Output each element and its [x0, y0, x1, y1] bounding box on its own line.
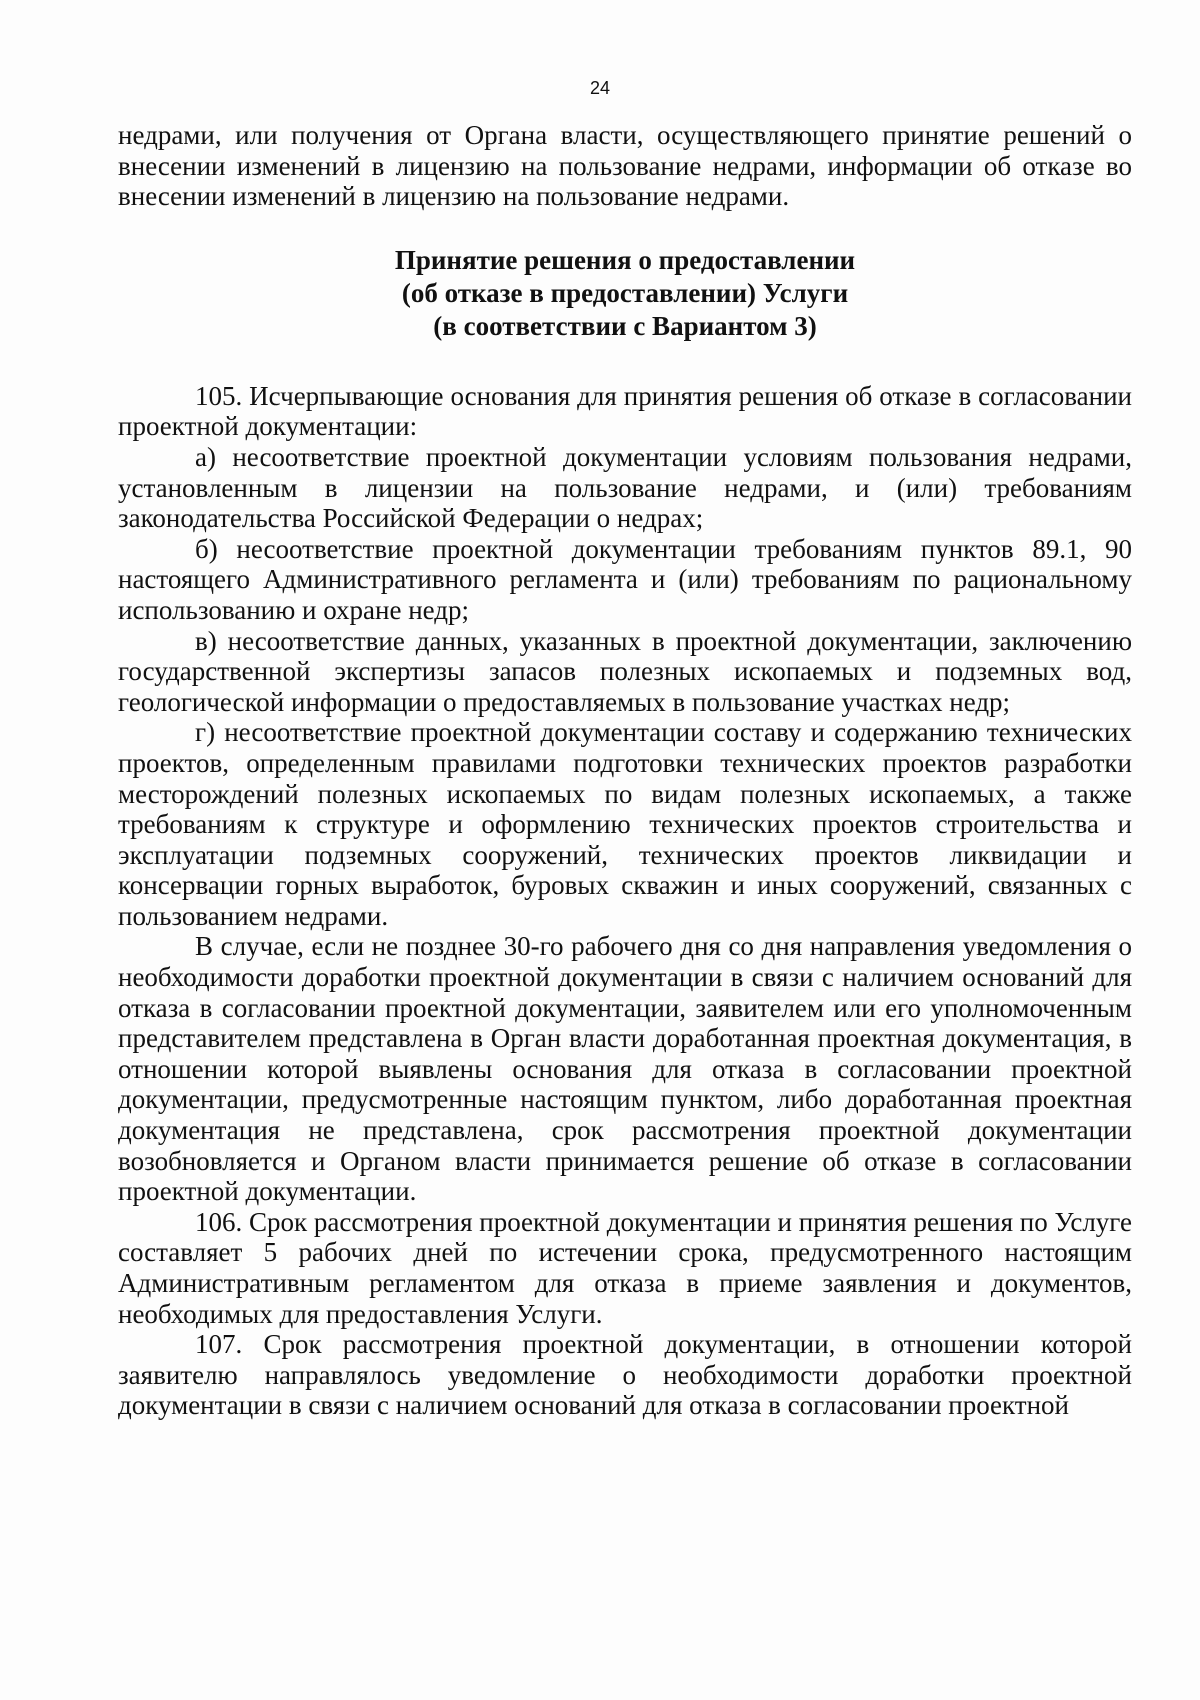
paragraph-105: 105. Исчерпывающие основания для принятия решения об отказе в согласовании проектной документации:	[118, 380, 1132, 442]
section-heading	[118, 244, 1132, 343]
section-heading-line-3: (в соответствии с Вариантом 3)	[433, 310, 817, 341]
section-heading-line-2: (об отказе в предоставлении) Услуги	[401, 277, 849, 308]
intro-paragraph: недрами, или получения от Органа власти, осуществляющего принятие решений о внесении изменений в лицензию на пользование недрами, информации об отказе во внесении изменений в лицензию на пользование недрами.	[118, 120, 1132, 212]
section-heading-line-1: Принятие решения о предоставлении	[394, 244, 856, 275]
paragraph-106: 106. Срок рассмотрения проектной документации и принятия решения по Услуге составляет 5 рабочих дней по истечении срока, предусмотренного настоящим Административным регламентом для отказа в приеме заявления и документов, необходимых для предоставления Услуги.	[118, 1206, 1132, 1329]
paragraph-105-item-g: г) несоответствие проектной документации составу и содержанию технических проектов, определенным правилами подготовки технических проектов разработки месторождений полезных ископаемых по видам полезных ископаемых, а также требованиям к структуре и оформлению технических проектов строительства и эксплуатации подземных сооружений, технических проектов ликвидации и консервации горных выработок, буровых скважин и иных сооружений, связанных с пользованием недрами.	[118, 717, 1132, 931]
paragraph-105-item-a: а) несоответствие проектной документации условиям пользования недрами, установленным в лицензии на пользование недрами, и (или) требованиям законодательства Российской Федерации о недрах;	[118, 441, 1132, 534]
paragraph-107: 107. Срок рассмотрения проектной документации, в отношении которой заявителю направлялось уведомление о необходимости доработки проектной документации в связи с наличием оснований для отказа в согласовании проектной	[118, 1329, 1132, 1421]
paragraph-105-case: В случае, если не позднее 30-го рабочего дня со дня направления уведомления о необходимости доработки проектной документации в связи с наличием оснований для отказа в согласовании проектной документации, заявителем или его уполномоченным представителем представлена в Орган власти доработанная проектная документация, в отношении которой выявлены основания для отказа в согласовании проектной документации, предусмотренные настоящим пунктом, либо доработанная проектная документация не представлена, срок рассмотрения проектной документации возобновляется и Органом власти принимается решение об отказе в согласовании проектной документации.	[118, 931, 1132, 1207]
paragraph-105-item-v: в) несоответствие данных, указанных в проектной документации, заключению государственной экспертизы запасов полезных ископаемых и подземных вод, геологической информации о предоставляемых в пользование участках недр;	[118, 625, 1132, 717]
page-number: 24	[589, 78, 611, 98]
paragraph-105-item-b: б) несоответствие проектной документации требованиям пунктов 89.1, 90 настоящего Административного регламента и (или) требованиям по рациональному использованию и охране недр;	[118, 533, 1132, 625]
document-body	[118, 120, 1132, 1421]
